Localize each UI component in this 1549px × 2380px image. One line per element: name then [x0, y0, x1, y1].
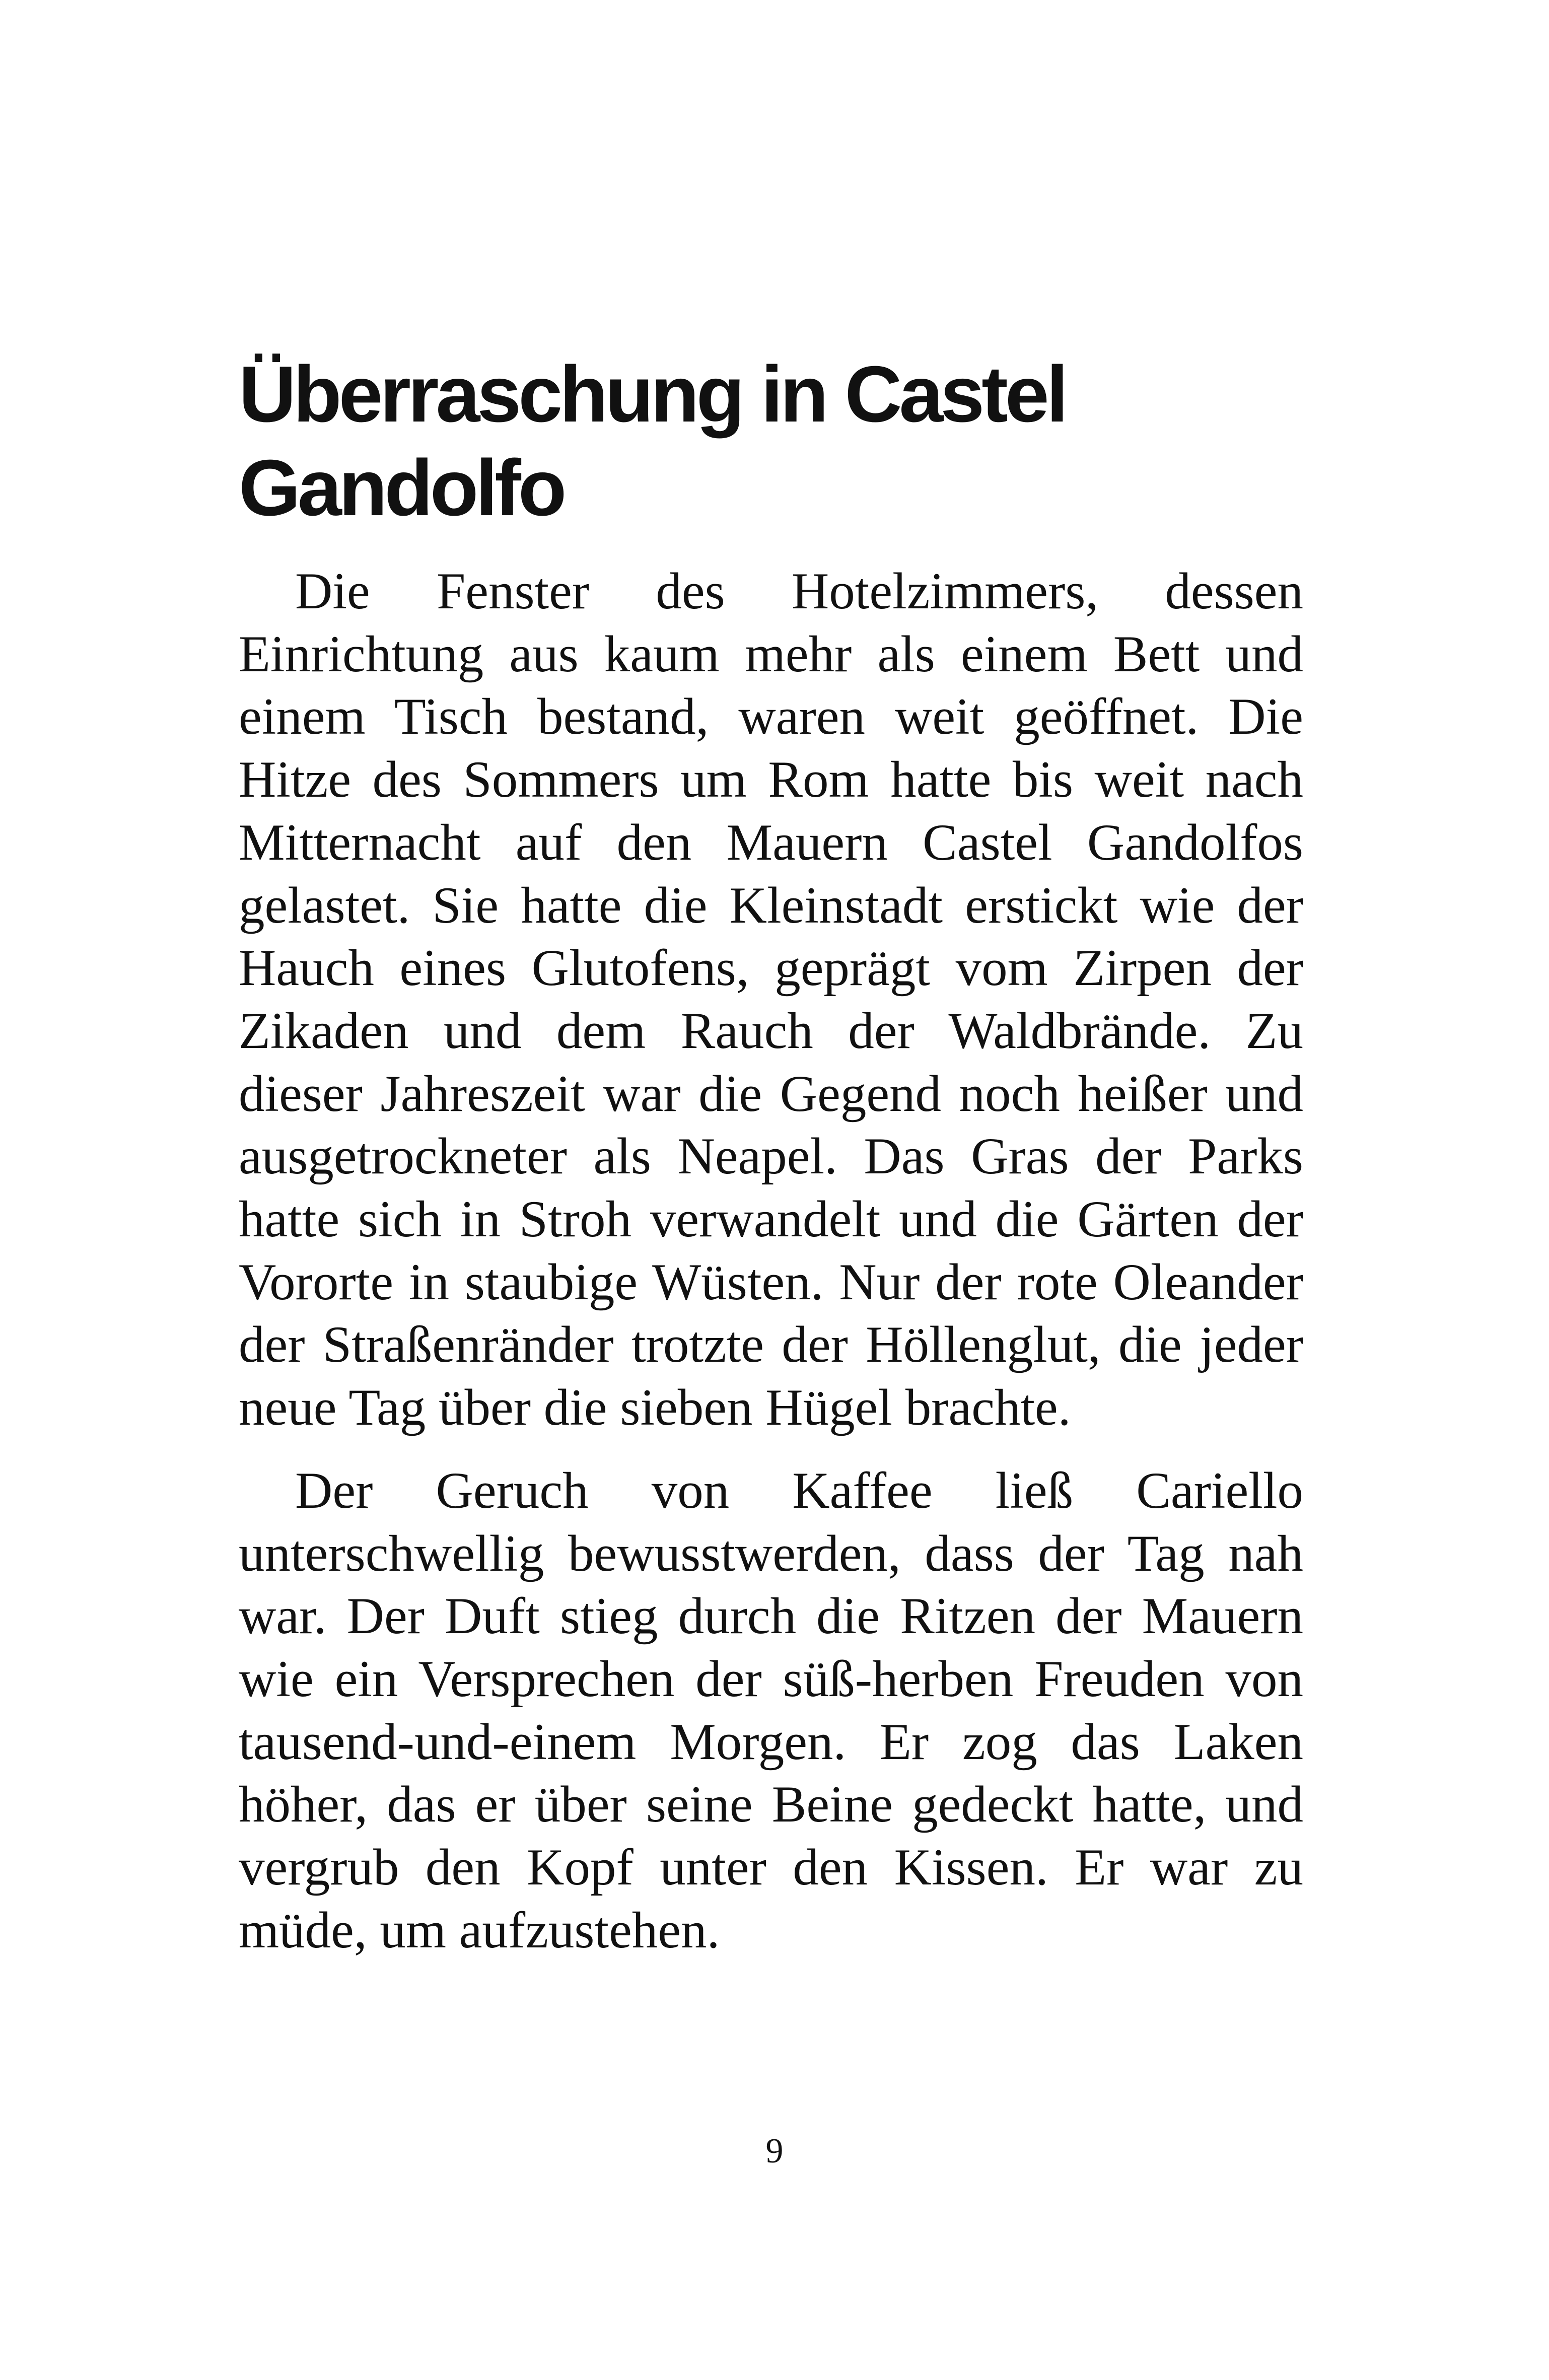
- page-content: [239, 347, 1303, 1982]
- chapter-title: Überraschung in Castel Gandolfo: [239, 350, 1066, 532]
- body-paragraph: Die Fenster des Hotelzimmers, dessen Einrichtung aus kaum mehr als einem Bett und einem Tisch bestand, waren weit geöffnet. Die Hitze des Sommers um Rom hatte bis weit nach Mitternacht auf den Mauern Castel Gandolfos gelastet. Sie hatte die Kleinstadt erstickt wie der Hauch eines Glutofens, geprägt vom Zirpen der Zikaden und dem Rauch der Waldbrände. Zu dieser Jahreszeit war die Gegend noch heißer und ausgetrockneter als Neapel. Das Gras der Parks hatte sich in Stroh verwandelt und die Gärten der Vororte in staubige Wüsten. Nur der rote Oleander der Straßenränder trotzte der Höllenglut, die jeder neue Tag über die sieben Hügel brachte.: [239, 563, 1303, 1437]
- page-number: 9: [765, 2132, 784, 2171]
- body-paragraph: Der Geruch von Kaffee ließ Cariello unterschwellig bewusstwerden, dass der Tag nah war. Der Duft stieg durch die Ritzen der Mauern wie ein Versprechen der süß-herben Freuden von tausend-und-einem Morgen. Er zog das Laken höher, das er über seine Beine gedeckt hatte, und vergrub den Kopf unter den Kissen. Er war zu müde, um aufzustehen.: [239, 1461, 1303, 1959]
